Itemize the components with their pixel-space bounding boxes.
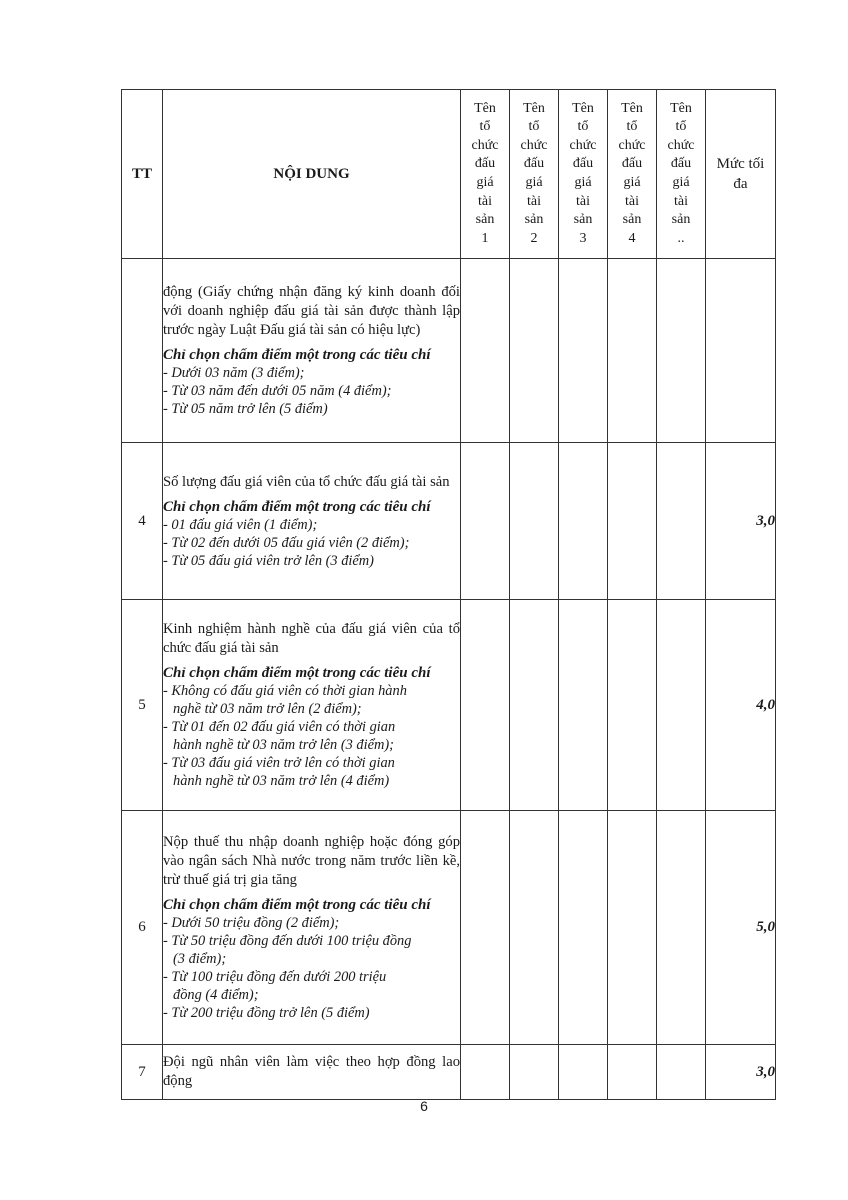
criterion-text: động (Giấy chứng nhận đăng ký kinh doanh đối với doanh nghiệp đấu giá tài sản được thành lập trước ngày Luật Đấu giá tài sản có hiệu lực) bbox=[163, 284, 460, 338]
score-cell[interactable] bbox=[559, 1045, 608, 1100]
option-item: - Từ 02 đến dưới 05 đấu giá viên (2 điểm); bbox=[163, 534, 410, 551]
selection-instruction: Chỉ chọn chấm điểm một trong các tiêu chí bbox=[163, 347, 431, 363]
score-cell[interactable] bbox=[657, 600, 706, 811]
row-content bbox=[163, 1045, 461, 1100]
option-item: nghề từ 03 năm trở lên (2 điểm); bbox=[173, 701, 362, 717]
row-content bbox=[163, 600, 461, 811]
row-number: 6 bbox=[122, 811, 163, 1045]
score-cell[interactable] bbox=[608, 443, 657, 600]
row-number: 7 bbox=[122, 1045, 163, 1100]
option-item: - Từ 03 năm đến dưới 05 năm (4 điểm); bbox=[163, 383, 392, 399]
header-max-score: Mức tối đa bbox=[706, 90, 776, 259]
option-item: (3 điểm); bbox=[173, 951, 227, 967]
option-item: đồng (4 điểm); bbox=[173, 987, 259, 1003]
criterion-text: Nộp thuế thu nhập doanh nghiệp hoặc đóng góp vào ngân sách Nhà nước trong năm trước liền kề, trừ thuế giá trị gia tăng bbox=[163, 834, 460, 888]
score-cell[interactable] bbox=[559, 811, 608, 1045]
max-score bbox=[706, 259, 776, 443]
score-cell[interactable] bbox=[657, 1045, 706, 1100]
header-row bbox=[122, 90, 776, 259]
header-org-5: Tên tổ chức đấu giá tài sản .. bbox=[657, 90, 706, 259]
selection-instruction: Chỉ chọn chấm điểm một trong các tiêu chí bbox=[163, 897, 431, 913]
score-cell[interactable] bbox=[461, 1045, 510, 1100]
row-number: 4 bbox=[122, 443, 163, 600]
row-number bbox=[122, 259, 163, 443]
score-cell[interactable] bbox=[657, 811, 706, 1045]
table-row bbox=[122, 811, 776, 1045]
score-cell[interactable] bbox=[461, 600, 510, 811]
page-number: 6 bbox=[420, 1098, 428, 1114]
option-item: - Từ 50 triệu đồng đến dưới 100 triệu đồng bbox=[163, 933, 412, 949]
selection-instruction: Chỉ chọn chấm điểm một trong các tiêu chí bbox=[163, 665, 431, 681]
score-cell[interactable] bbox=[461, 811, 510, 1045]
table-row bbox=[122, 1045, 776, 1100]
max-score: 3,0 bbox=[706, 1045, 776, 1100]
score-cell[interactable] bbox=[608, 600, 657, 811]
option-item: - Từ 100 triệu đồng đến dưới 200 triệu bbox=[163, 969, 387, 985]
score-cell[interactable] bbox=[608, 259, 657, 443]
score-cell[interactable] bbox=[657, 443, 706, 600]
score-cell[interactable] bbox=[510, 443, 559, 600]
score-cell[interactable] bbox=[657, 259, 706, 443]
scoring-table bbox=[121, 89, 776, 1100]
max-score: 4,0 bbox=[706, 600, 776, 811]
score-cell[interactable] bbox=[510, 259, 559, 443]
header-org-1: Tên tổ chức đấu giá tài sản 1 bbox=[461, 90, 510, 259]
option-item: hành nghề từ 03 năm trở lên (3 điểm); bbox=[173, 737, 394, 753]
max-score: 5,0 bbox=[706, 811, 776, 1045]
option-item: - Từ 03 đấu giá viên trở lên có thời gian bbox=[163, 755, 395, 771]
row-number: 5 bbox=[122, 600, 163, 811]
score-cell[interactable] bbox=[461, 259, 510, 443]
header-org-2: Tên tổ chức đấu giá tài sản 2 bbox=[510, 90, 559, 259]
row-content bbox=[163, 811, 461, 1045]
row-content bbox=[163, 259, 461, 443]
option-item: - 01 đấu giá viên (1 điểm); bbox=[163, 516, 318, 533]
option-item: - Dưới 03 năm (3 điểm); bbox=[163, 365, 305, 381]
option-item: hành nghề từ 03 năm trở lên (4 điểm) bbox=[173, 773, 390, 789]
option-item: - Từ 200 triệu đồng trở lên (5 điểm) bbox=[163, 1005, 370, 1021]
score-cell[interactable] bbox=[608, 1045, 657, 1100]
selection-instruction: Chỉ chọn chấm điểm một trong các tiêu chí bbox=[163, 498, 431, 515]
criterion-text: Đội ngũ nhân viên làm việc theo hợp đồng lao động bbox=[163, 1054, 460, 1089]
option-item: - Từ 05 năm trở lên (5 điểm) bbox=[163, 401, 328, 417]
score-cell[interactable] bbox=[608, 811, 657, 1045]
score-cell[interactable] bbox=[559, 443, 608, 600]
row-content bbox=[163, 443, 461, 600]
option-item: - Dưới 50 triệu đồng (2 điểm); bbox=[163, 915, 340, 931]
table-row bbox=[122, 443, 776, 600]
option-item: - Từ 01 đến 02 đấu giá viên có thời gian bbox=[163, 719, 396, 735]
option-item: - Không có đấu giá viên có thời gian hành bbox=[163, 683, 407, 699]
criterion-text: Kinh nghiệm hành nghề của đấu giá viên của tổ chức đấu giá tài sản bbox=[163, 621, 460, 656]
score-cell[interactable] bbox=[559, 600, 608, 811]
score-cell[interactable] bbox=[559, 259, 608, 443]
header-org-4: Tên tổ chức đấu giá tài sản 4 bbox=[608, 90, 657, 259]
header-org-3: Tên tổ chức đấu giá tài sản 3 bbox=[559, 90, 608, 259]
table-row bbox=[122, 600, 776, 811]
header-content: NỘI DUNG bbox=[163, 90, 461, 259]
table-row bbox=[122, 259, 776, 443]
max-score: 3,0 bbox=[706, 443, 776, 600]
score-cell[interactable] bbox=[510, 600, 559, 811]
option-item: - Từ 05 đấu giá viên trở lên (3 điểm) bbox=[163, 552, 374, 569]
score-cell[interactable] bbox=[510, 811, 559, 1045]
header-tt: TT bbox=[122, 90, 163, 259]
score-cell[interactable] bbox=[510, 1045, 559, 1100]
score-cell[interactable] bbox=[461, 443, 510, 600]
criterion-text: Số lượng đấu giá viên của tổ chức đấu giá tài sản bbox=[163, 473, 450, 490]
